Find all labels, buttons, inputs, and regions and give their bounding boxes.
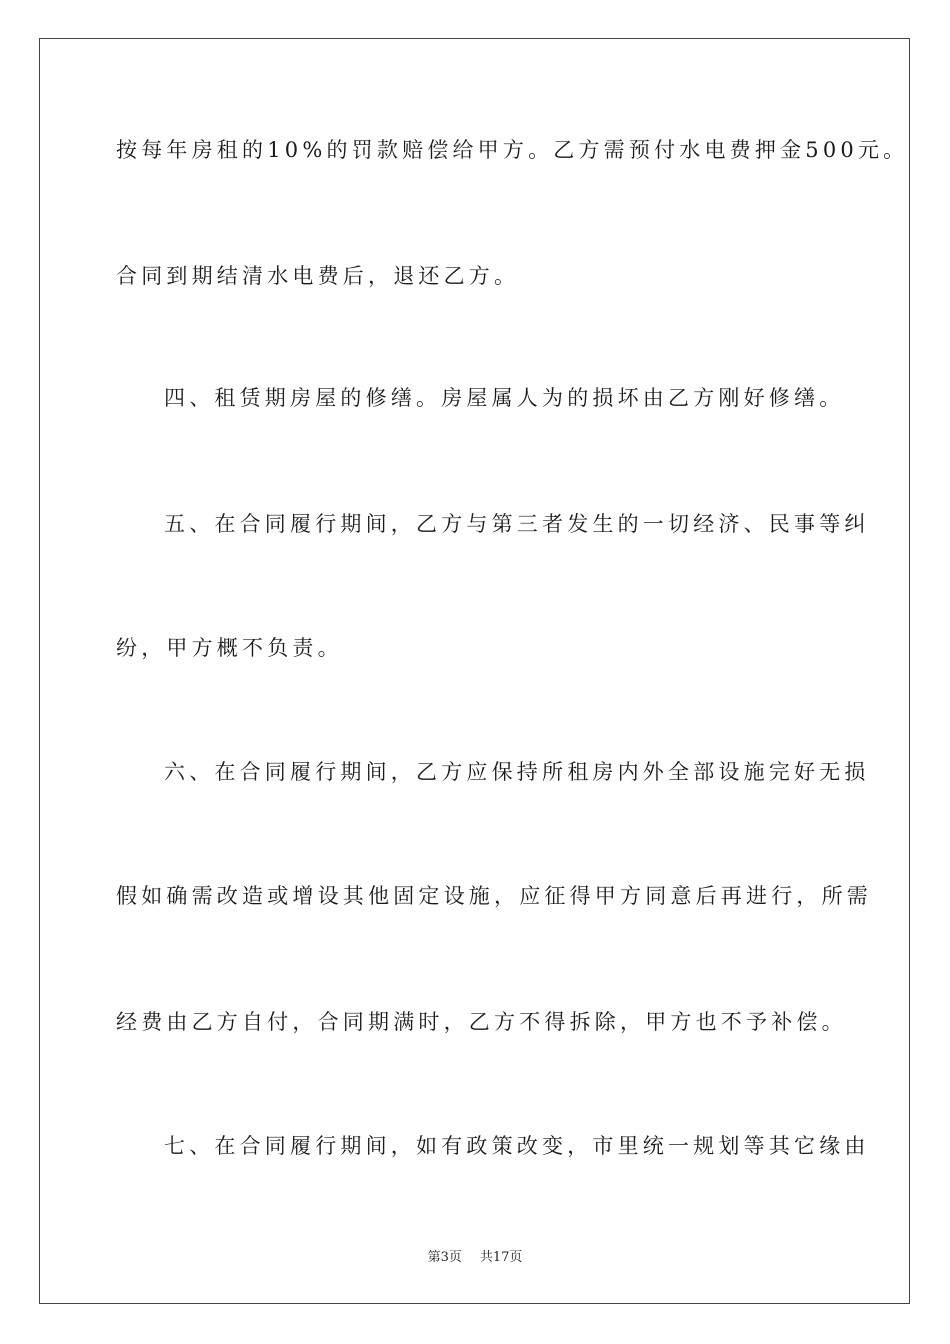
paragraph-line: 五、在合同履行期间，乙方与第三者发生的一切经济、民事等纠: [164, 512, 870, 536]
page-footer: [0, 1249, 950, 1267]
page-number: 第3页: [427, 1250, 462, 1265]
paragraph-line: 六、在合同履行期间，乙方应保持所租房内外全部设施完好无损: [164, 760, 870, 784]
page-total: 共17页: [479, 1250, 523, 1265]
paragraph-line: 按每年房租的10%的罚款赔偿给甲方。乙方需预付水电费押金500元。: [116, 138, 909, 162]
paragraph-line: 合同到期结清水电费后，退还乙方。: [116, 264, 520, 288]
paragraph-line: 四、租赁期房屋的修缮。房屋属人为的损坏由乙方刚好修缮。: [164, 386, 845, 410]
page-border: [39, 38, 910, 1304]
paragraph-line: 假如确需改造或增设其他固定设施，应征得甲方同意后再进行，所需: [116, 884, 872, 908]
paragraph-line: 七、在合同履行期间，如有政策改变，市里统一规划等其它缘由: [164, 1134, 870, 1158]
paragraph-line: 经费由乙方自付，合同期满时，乙方不得拆除，甲方也不予补偿。: [116, 1010, 847, 1034]
paragraph-line: 纷，甲方概不负责。: [116, 636, 343, 660]
